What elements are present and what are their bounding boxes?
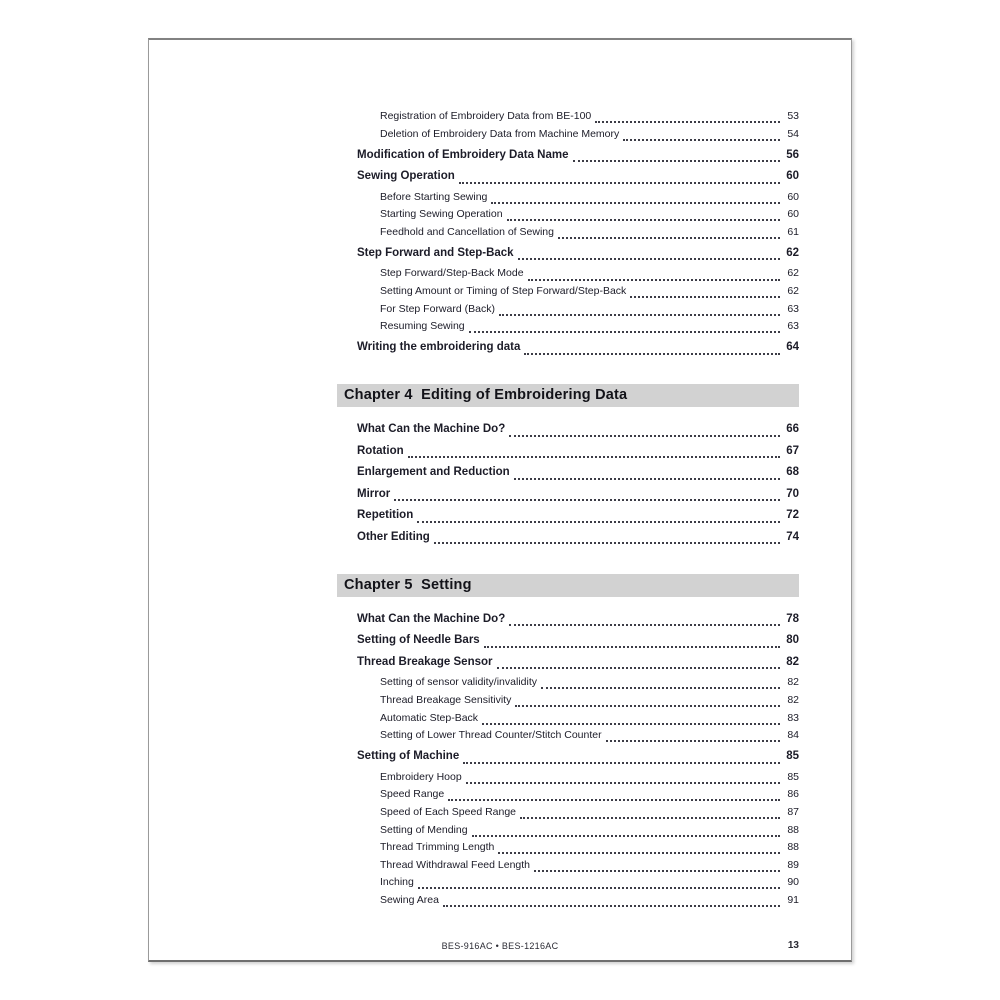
toc-entry-label: Step Forward and Step-Back (357, 246, 514, 259)
toc-entry (337, 727, 799, 745)
toc-entry-label: Before Starting Sewing (380, 190, 488, 203)
toc-entry (337, 769, 799, 787)
toc-entry-label: Thread Withdrawal Feed Length (380, 858, 530, 871)
toc-entry-label: Thread Trimming Length (380, 841, 495, 854)
toc-entry-page: 60 (786, 170, 799, 183)
toc-entry-label: Step Forward/Step-Back Mode (380, 267, 524, 280)
toc-entry-page: 78 (786, 612, 799, 625)
toc-entry-label: Speed of Each Speed Range (380, 805, 517, 818)
toc-entry (337, 528, 799, 547)
toc-entry (337, 146, 799, 165)
toc-entry (337, 167, 799, 186)
dot-leader (418, 887, 780, 889)
dot-leader (459, 182, 780, 184)
toc-entry-page: 54 (787, 127, 799, 140)
dot-leader (394, 499, 780, 501)
dot-leader (466, 782, 780, 784)
toc-entry-page: 82 (787, 676, 799, 689)
dot-leader (541, 687, 780, 689)
toc-entry-page: 67 (786, 444, 799, 457)
toc-entry-page: 82 (786, 655, 799, 668)
toc-entry-label: Rotation (357, 444, 404, 457)
toc-entry-page: 72 (786, 509, 799, 522)
toc-entry (337, 631, 799, 650)
toc-entry (337, 857, 799, 875)
toc-entry-label: Automatic Step-Back (380, 711, 479, 724)
toc-entry-page: 68 (786, 466, 799, 479)
chapter-heading: Chapter 5 Setting (337, 574, 799, 597)
toc-entry-label: Mirror (357, 487, 391, 500)
dot-leader (443, 905, 780, 907)
dot-leader (469, 331, 780, 333)
toc-entry-label: Modification of Embroidery Data Name (357, 148, 569, 161)
toc-entry-page: 70 (786, 487, 799, 500)
toc-entry-label: What Can the Machine Do? (357, 423, 506, 436)
toc-entry-label: Other Editing (357, 530, 430, 543)
toc-entry-page: 83 (787, 711, 799, 724)
toc-entry (337, 610, 799, 629)
toc-entry (337, 822, 799, 840)
toc-entry (337, 874, 799, 892)
toc-entry-page: 80 (786, 634, 799, 647)
toc-entry-page: 63 (787, 302, 799, 315)
toc-entry-page: 86 (787, 788, 799, 801)
toc-entry (337, 839, 799, 857)
dot-leader (509, 435, 780, 437)
toc-entry (337, 463, 799, 482)
toc-entry (337, 747, 799, 766)
toc-entry-page: 62 (786, 246, 799, 259)
dot-leader (482, 723, 780, 725)
dot-leader (573, 160, 780, 162)
dot-leader (491, 202, 780, 204)
toc-entry-label: Sewing Operation (357, 170, 455, 183)
toc-entry-label: Feedhold and Cancellation of Sewing (380, 225, 554, 238)
toc-entry-page: 62 (787, 285, 799, 298)
toc-entry-label: Embroidery Hoop (380, 770, 462, 783)
toc-entry (337, 318, 799, 336)
toc-entry (337, 485, 799, 504)
toc-entry-label: Speed Range (380, 788, 445, 801)
toc-entry-label: Thread Breakage Sensitivity (380, 693, 512, 706)
toc-entry (337, 674, 799, 692)
dot-leader (507, 219, 780, 221)
toc-entry (337, 108, 799, 126)
toc-entry (337, 126, 799, 144)
dot-leader (497, 667, 780, 669)
toc-entry (337, 224, 799, 242)
dot-leader (630, 296, 780, 298)
toc-entry-label: Registration of Embroidery Data from BE-100 (380, 110, 592, 122)
toc-entry (337, 786, 799, 804)
toc-entry-label: Repetition (357, 509, 414, 522)
toc-entry (337, 265, 799, 283)
toc-entry-label: Setting of Mending (380, 823, 468, 836)
toc-entry-label: Inching (380, 876, 414, 889)
toc-entry-page: 82 (787, 693, 799, 706)
dot-leader (524, 353, 780, 355)
toc-entry-page: 89 (787, 858, 799, 871)
toc-entry-page: 91 (787, 893, 799, 906)
toc-entry (337, 338, 799, 357)
toc-entry-page: 84 (787, 729, 799, 742)
toc-entry-label: Resuming Sewing (380, 320, 465, 333)
toc-entry (337, 892, 799, 910)
toc-entry-page: 53 (787, 110, 799, 122)
toc-entry-label: Setting of Needle Bars (357, 634, 480, 647)
dot-leader (558, 237, 780, 239)
toc-entry-page: 64 (786, 341, 799, 354)
dot-leader (484, 646, 780, 648)
toc-entry (337, 506, 799, 525)
dot-leader (472, 835, 780, 837)
dot-leader (463, 762, 780, 764)
dot-leader (509, 624, 780, 626)
toc-entry-page: 88 (787, 841, 799, 854)
dot-leader (498, 852, 780, 854)
toc-entry (337, 710, 799, 728)
toc-entry-page: 85 (787, 770, 799, 783)
toc-entry-label: What Can the Machine Do? (357, 612, 506, 625)
toc-entry-page: 85 (786, 750, 799, 763)
toc-entry-label: Setting Amount or Timing of Step Forward/Step-Back (380, 285, 627, 298)
toc (337, 108, 799, 909)
toc-entry (337, 442, 799, 461)
footer-model-text: BES-916AC • BES-1216AC (441, 941, 559, 951)
dot-leader (606, 740, 780, 742)
toc-entry-page: 56 (786, 148, 799, 161)
toc-entry (337, 283, 799, 301)
toc-entry-label: Writing the embroidering data (357, 341, 521, 354)
toc-entry-label: For Step Forward (Back) (380, 302, 495, 315)
footer-page-number: 13 (787, 940, 799, 951)
dot-leader (623, 139, 780, 141)
dot-leader (417, 521, 780, 523)
toc-entry (337, 804, 799, 822)
toc-entry (337, 420, 799, 439)
dot-leader (408, 456, 780, 458)
toc-entry-page: 66 (786, 423, 799, 436)
dot-leader (534, 870, 780, 872)
toc-entry-label: Sewing Area (380, 893, 439, 906)
toc-entry-page: 74 (786, 530, 799, 543)
toc-entry-page: 63 (787, 320, 799, 333)
document-page (148, 38, 852, 962)
toc-entry-label: Deletion of Embroidery Data from Machine Memory (380, 127, 620, 140)
dot-leader (514, 478, 780, 480)
toc-entry (337, 653, 799, 672)
dot-leader (595, 121, 780, 123)
dot-leader (434, 542, 780, 544)
dot-leader (448, 799, 780, 801)
dot-leader (515, 705, 780, 707)
toc-entry-label: Thread Breakage Sensor (357, 655, 493, 668)
chapter-heading: Chapter 4 Editing of Embroidering Data (337, 384, 799, 407)
toc-entry-label: Setting of Machine (357, 750, 460, 763)
toc-entry-label: Starting Sewing Operation (380, 208, 503, 221)
toc-entry-page: 88 (787, 823, 799, 836)
toc-entry-page: 61 (787, 225, 799, 238)
toc-entry (337, 189, 799, 207)
dot-leader (518, 258, 780, 260)
toc-entry-page: 60 (787, 208, 799, 221)
toc-entry-page: 62 (787, 267, 799, 280)
toc-entry (337, 244, 799, 263)
dot-leader (520, 817, 780, 819)
toc-entry (337, 206, 799, 224)
page-footer (149, 941, 851, 957)
toc-entry-label: Setting of Lower Thread Counter/Stitch Counter (380, 729, 602, 742)
toc-entry-page: 87 (787, 805, 799, 818)
dot-leader (499, 314, 780, 316)
toc-entry (337, 692, 799, 710)
toc-entry (337, 301, 799, 319)
toc-entry-page: 90 (787, 876, 799, 889)
toc-entry-page: 60 (787, 190, 799, 203)
toc-entry-label: Setting of sensor validity/invalidity (380, 676, 537, 689)
toc-entry-label: Enlargement and Reduction (357, 466, 510, 479)
dot-leader (528, 279, 780, 281)
